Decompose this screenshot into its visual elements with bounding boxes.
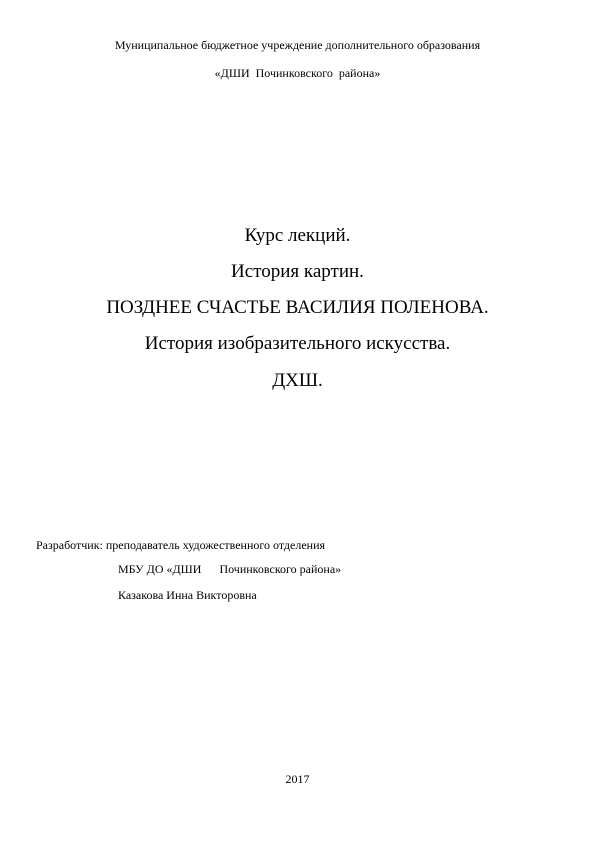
title-history-paintings: История картин. — [231, 261, 364, 282]
document-year: 2017 — [285, 772, 310, 786]
developer-organization: МБУ ДО «ДШИ Починковского района» — [118, 562, 342, 576]
institution-name: Муниципальное бюджетное учреждение дополнительного образования — [114, 38, 481, 52]
title-main: ПОЗДНЕЕ СЧАСТЬЕ ВАСИЛИЯ ПОЛЕНОВА. — [106, 297, 489, 318]
title-art-history: История изобразительного искусства. — [144, 333, 451, 354]
school-name: «ДШИ Починковского района» — [214, 66, 381, 80]
title-school-abbr: ДХШ. — [272, 370, 323, 391]
title-course: Курс лекций. — [244, 225, 351, 246]
developer-label: Разработчик: преподаватель художественного отделения — [36, 538, 326, 552]
developer-name: Казакова Инна Викторовна — [118, 588, 257, 602]
